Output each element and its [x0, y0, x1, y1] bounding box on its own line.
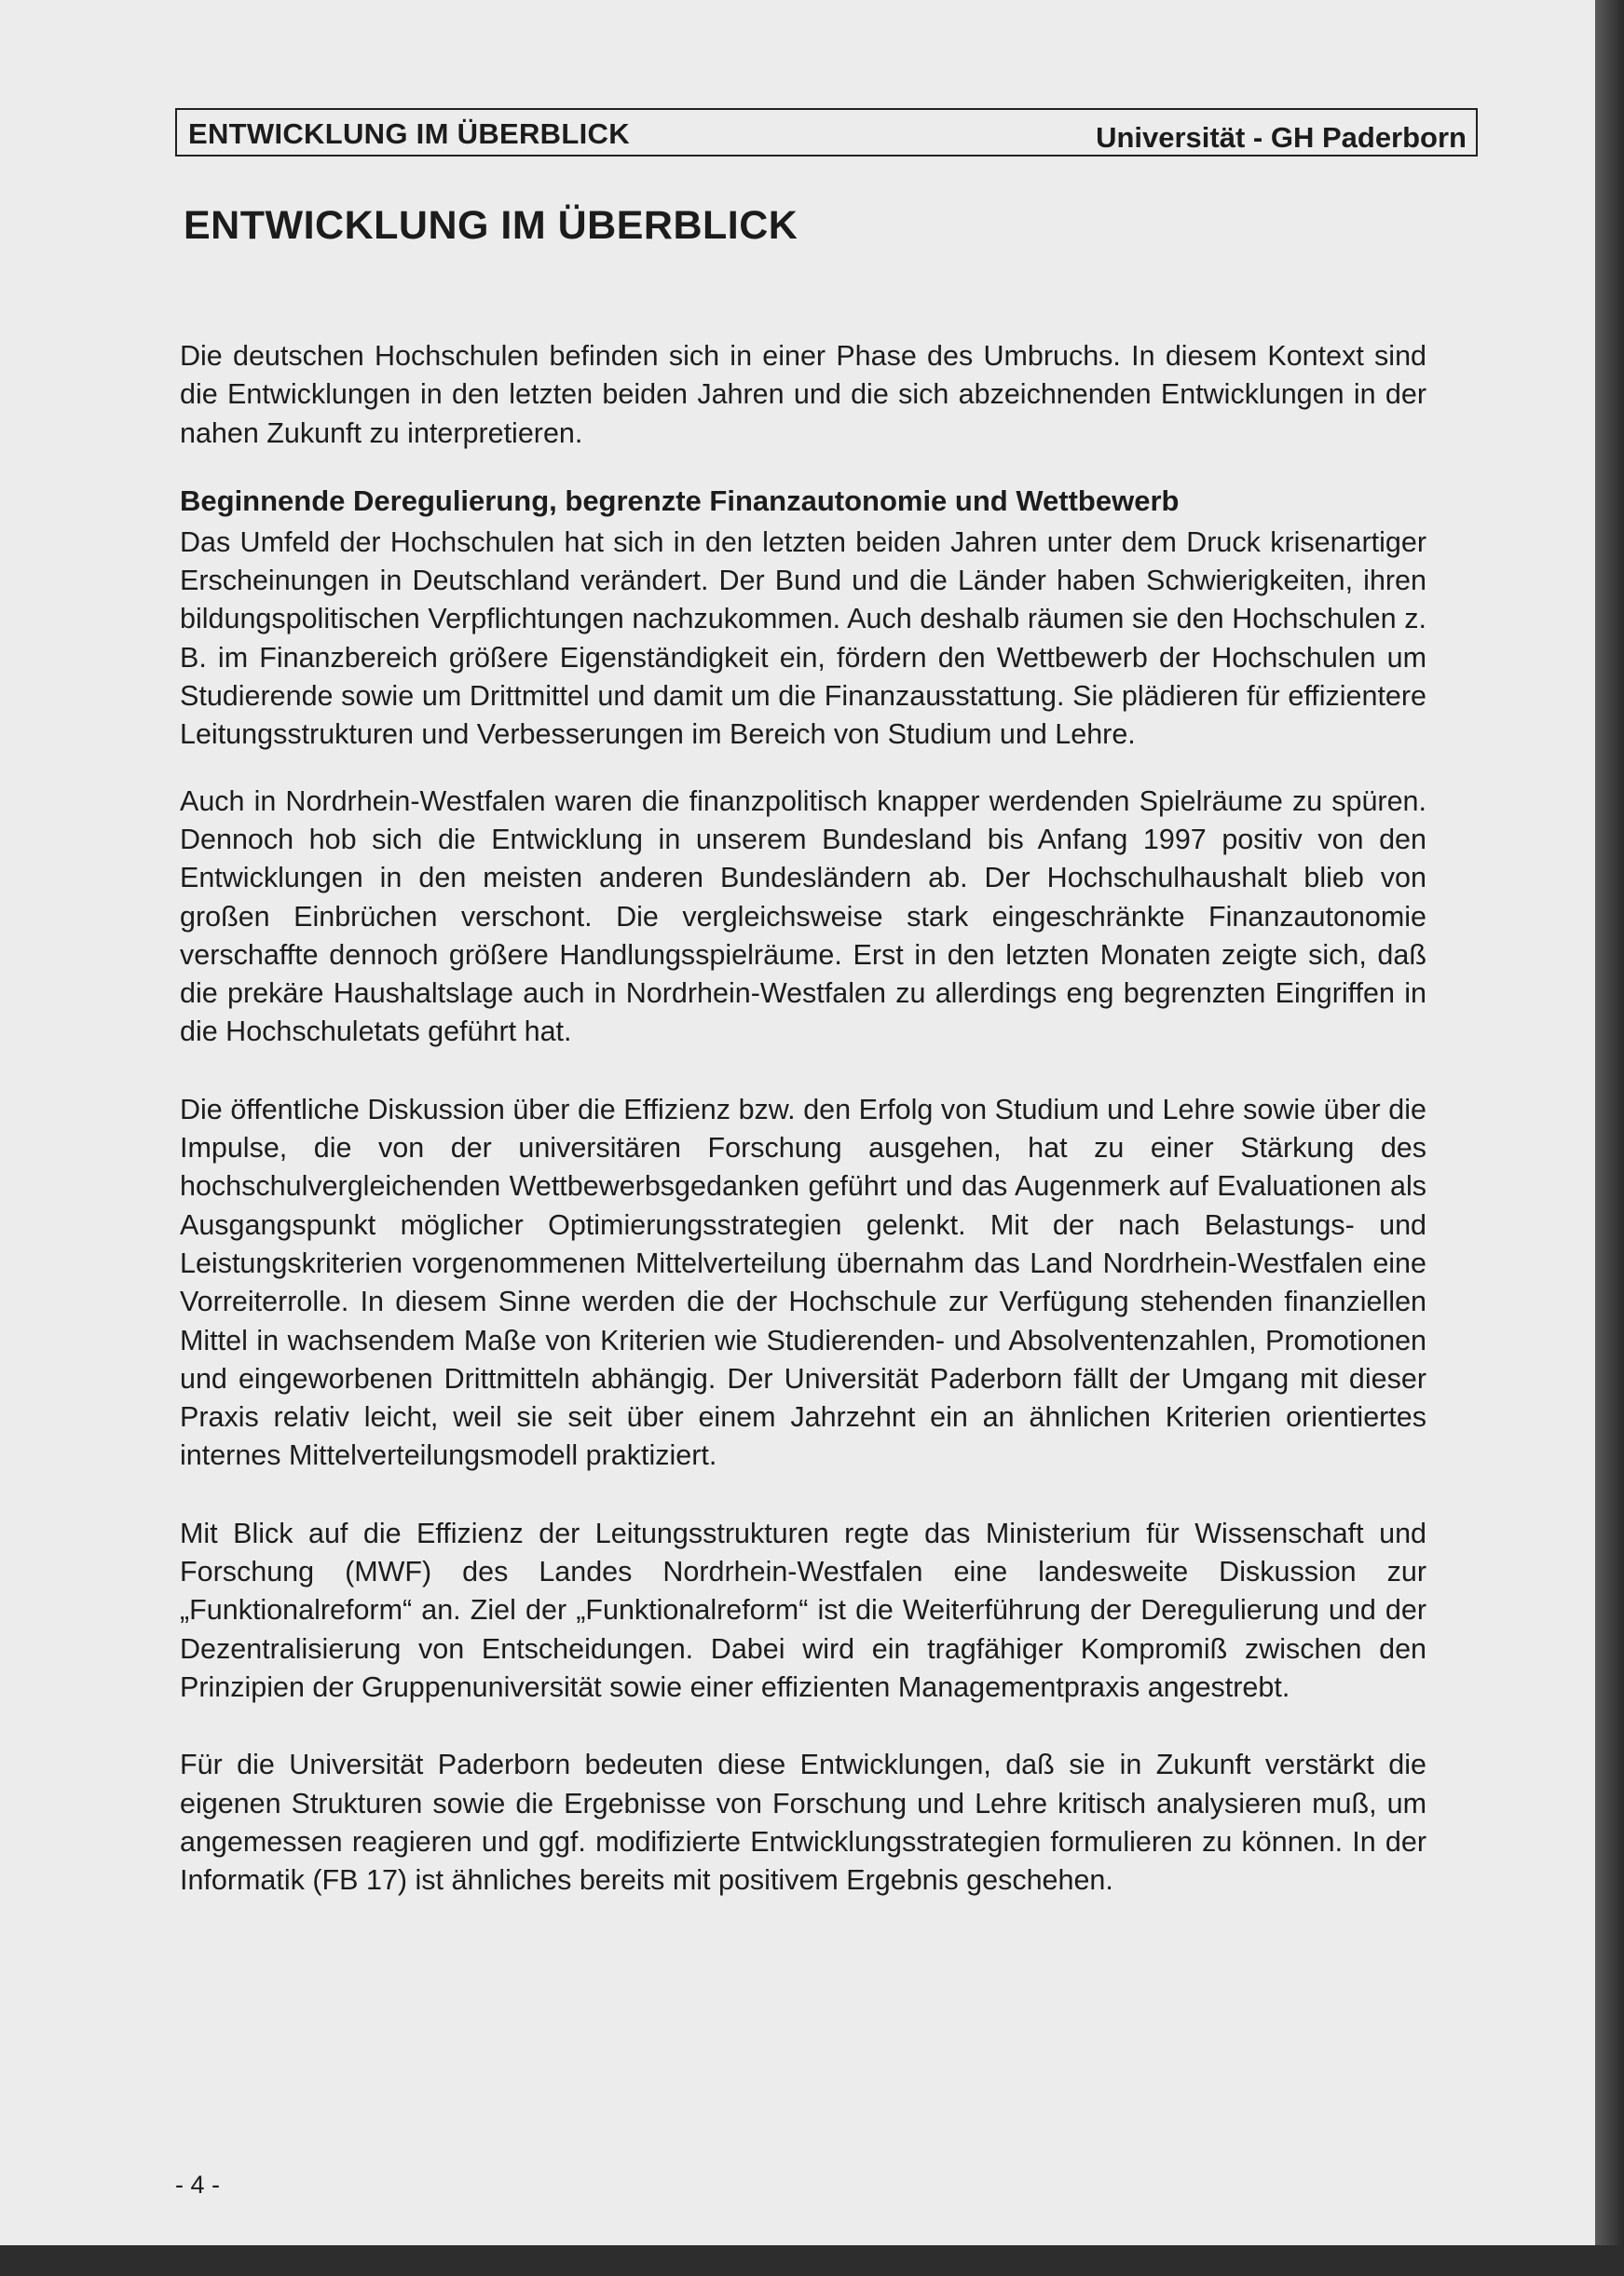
intro-paragraph: Die deutschen Hochschulen befinden sich in einer Phase des Umbruchs. In diesem Kontext sind die Entwicklungen in den letzten beiden Jahren und die sich abzeichnenden Entwicklungen in der nahen Zukunft zu interpretieren. — [180, 340, 1426, 449]
header-institution: Universität - GH Paderborn — [1096, 121, 1467, 154]
section-heading: Beginnende Deregulierung, begrenzte Finanzautonomie und Wettbewerb — [180, 484, 1180, 517]
page-title: ENTWICKLUNG IM ÜBERBLICK — [184, 203, 798, 248]
paragraph-3: Die öffentliche Diskussion über die Effizienz bzw. den Erfolg von Studium und Lehre sowie über die Impulse, die von der universitären Forschung ausgehen, hat zu einer Stärkung des hochschulvergleichenden Wettbewerbsgedanken geführt und das Augenmerk auf Evaluationen als Ausgangspunkt möglicher Optimierungsstrategien gelenkt. Mit der nach Belastungs- und Leistungskriterien vorgenommenen Mittelverteilung übernahm das Land Nordrhein-Westfalen eine Vorreiterrolle. In diesem Sinne werden die der Hochschule zur Verfügung stehenden finanziellen Mittel in wachsendem Maße von Kriterien wie Studierenden- und Absolventenzahlen, Promotionen und eingeworbenen Drittmitteln abhängig. Der Universität Paderborn fällt der Umgang mit dieser Praxis relativ leicht, weil sie seit über einem Jahrzehnt ein an ähnlichen Kriterien orientiertes internes Mittelverteilungsmodell praktiziert. — [180, 1093, 1426, 1472]
paragraph-2: Auch in Nordrhein-Westfalen waren die finanzpolitisch knapper werdenden Spielräume zu spüren. Dennoch hob sich die Entwicklung in unserem Bundesland bis Anfang 1997 positiv von den Entwicklungen in den meisten anderen Bundesländern ab. Der Hochschulhaushalt blieb von großen Einbrüchen verschont. Die vergleichsweise stark eingeschränkte Finanzautonomie verschaffte dennoch größere Handlungsspielräume. Erst in den letzten Monaten zeigte sich, daß die prekäre Haushaltslage auch in Nordrhein-Westfalen zu allerdings eng begrenzten Eingriffen in die Hochschuletats geführt hat. — [180, 784, 1426, 1048]
body-text — [180, 337, 1426, 1900]
paragraph-4: Mit Blick auf die Effizienz der Leitungsstrukturen regte das Ministerium für Wissenschaft und Forschung (MWF) des Landes Nordrhein-Westfalen eine landesweite Diskussion zur „Funktionalreform“ an. Ziel der „Funktionalreform“ ist die Weiterführung der Deregulierung und der Dezentralisierung von Entscheidungen. Dabei wird ein tragfähiger Kompromiß zwischen den Prinzipien der Gruppenuniversität sowie einer effizienten Managementpraxis angestrebt. — [180, 1517, 1426, 1703]
scan-bottom-edge — [0, 2245, 1624, 2276]
paragraph-1: Das Umfeld der Hochschulen hat sich in den letzten beiden Jahren unter dem Druck krisenartiger Erscheinungen in Deutschland verändert. Der Bund und die Länder haben Schwierigkeiten, ihren bildungspolitischen Verpflichtungen nachzukommen. Auch deshalb räumen sie den Hochschulen z. B. im Finanzbereich größere Eigenständigkeit ein, fördern den Wettbewerb der Hochschulen um Studierende sowie um Drittmittel und damit um die Finanzausstattung. Sie plädieren für effizientere Leitungsstrukturen und Verbesserungen im Bereich von Studium und Lehre. — [180, 525, 1426, 751]
scan-binding-edge — [1595, 0, 1624, 2276]
page-number: - 4 - — [175, 2171, 221, 2199]
header-section-title: ENTWICKLUNG IM ÜBERBLICK — [188, 117, 630, 150]
paragraph-5: Für die Universität Paderborn bedeuten diese Entwicklungen, daß sie in Zukunft verstärkt die eigenen Strukturen sowie die Ergebnisse von Forschung und Lehre kritisch analysieren muß, um angemessen reagieren und ggf. modifizierte Entwicklungsstrategien formulieren zu können. In der Informatik (FB 17) ist ähnliches bereits mit positivem Ergebnis geschehen. — [180, 1749, 1426, 1897]
running-header — [175, 108, 1478, 157]
